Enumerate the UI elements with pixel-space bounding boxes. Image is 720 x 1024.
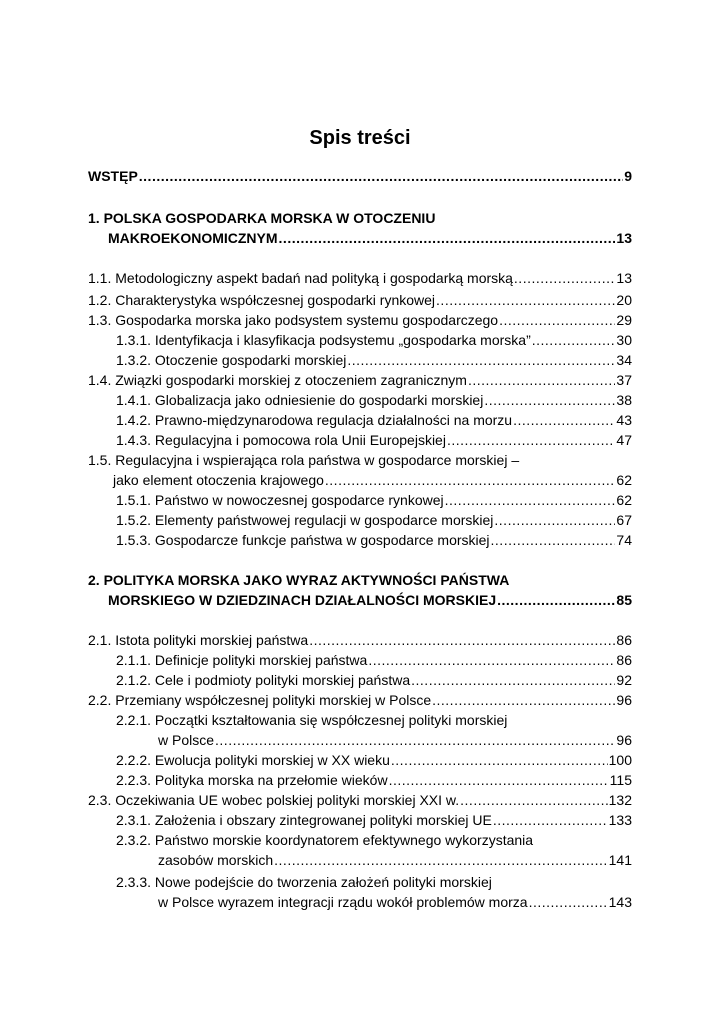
toc-entry: [116, 770, 632, 790]
toc-dot-leader: [215, 730, 615, 750]
toc-page-number: 9: [624, 168, 632, 184]
toc-dot-leader: [325, 470, 616, 490]
toc-entry-title: 1.3.2. Otoczenie gospodarki morskiej: [116, 352, 347, 368]
toc-page-number: 47: [616, 432, 632, 448]
toc-dot-leader: [347, 350, 615, 370]
toc-dot-leader: [279, 228, 616, 248]
toc-page-number: 29: [616, 312, 632, 328]
toc-page-number: 34: [616, 352, 632, 368]
toc-entry-title: 2.1.1. Definicje polityki morskiej państwa: [116, 652, 368, 668]
toc-entry-title: MORSKIEGO W DZIEDZINACH DZIAŁALNOŚCI MORSKIEJ: [108, 592, 497, 608]
toc-page-number: 13: [616, 270, 632, 286]
toc-entry: [116, 650, 632, 670]
toc-page-number: 74: [616, 532, 632, 548]
toc-page-number: 96: [616, 692, 632, 708]
toc-entry-title: zasobów morskich: [158, 852, 274, 868]
toc-entry-title: 1. POLSKA GOSPODARKA MORSKA W OTOCZENIU: [88, 210, 436, 226]
toc-entry-title: 1.3.1. Identyfikacja i klasyfikacja podsystemu „gospodarka morska”: [116, 332, 531, 348]
toc-entry-title: 2.2.2. Ewolucja polityki morskiej w XX wieku: [116, 752, 390, 768]
toc-entry-title: 2.3. Oczekiwania UE wobec polskiej polityki morskiej XXI w.: [88, 792, 460, 808]
toc-entry-title: 2.2.3. Polityka morska na przełomie wieków: [116, 772, 388, 788]
toc-dot-leader: [389, 770, 609, 790]
toc-entry: [158, 730, 632, 750]
toc-entry-title: w Polsce wyrazem integracji rządu wokół problemów morza: [158, 894, 528, 910]
toc-dot-leader: [497, 590, 615, 610]
toc-page-number: 62: [616, 472, 632, 488]
toc-entry: [158, 850, 632, 870]
toc-page-number: 37: [616, 372, 632, 388]
toc-dot-leader: [368, 650, 615, 670]
toc-page-number: 30: [616, 332, 632, 348]
toc-entry: [116, 430, 632, 450]
toc-page-number: 132: [608, 792, 632, 808]
toc-dot-leader: [391, 750, 608, 770]
toc-dot-leader: [432, 690, 615, 710]
toc-entry-title: 2.1.2. Cele i podmioty polityki morskiej państwa: [116, 672, 411, 688]
toc-entry-title: 2.3.2. Państwo morskie koordynatorem efektywnego wykorzystania: [116, 832, 534, 848]
toc-page-number: 86: [616, 632, 632, 648]
toc-entry-title: 1.3. Gospodarka morska jako podsystem systemu gospodarczego: [88, 312, 499, 328]
toc-entry-title: 1.1. Metodologiczny aspekt badań nad polityką i gospodarką morską: [88, 270, 513, 286]
toc-dot-leader: [411, 670, 615, 690]
toc-entry: [116, 350, 632, 370]
toc-dot-leader: [274, 850, 607, 870]
toc-dot-leader: [494, 510, 615, 530]
toc-entry: [88, 208, 632, 228]
toc-dot-leader: [491, 530, 616, 550]
toc-entry: [88, 690, 632, 710]
toc-entry-title: 2.2.1. Początki kształtowania się współczesnej polityki morskiej: [116, 712, 508, 728]
toc-dot-leader: [513, 410, 615, 430]
toc-dot-leader: [436, 290, 615, 310]
toc-page-number: 86: [616, 652, 632, 668]
toc-page-number: 38: [616, 392, 632, 408]
toc-entry: [88, 450, 632, 470]
toc-entry: [88, 310, 632, 330]
toc-page-number: 100: [608, 752, 632, 768]
toc-entry: [116, 750, 632, 770]
toc-page-number: 13: [616, 230, 632, 246]
toc-entry-title: 1.4.2. Prawno-międzynarodowa regulacja działalności na morzu: [116, 412, 513, 428]
toc-entry-title: 1.4.1. Globalizacja jako odniesienie do gospodarki morskiej: [116, 392, 484, 408]
toc-dot-leader: [445, 490, 616, 510]
toc-dot-leader: [514, 268, 616, 288]
toc-entry: [88, 630, 632, 650]
toc-entry: [88, 166, 632, 186]
toc-page-number: 96: [616, 732, 632, 748]
toc-entry-title: 2.1. Istota polityki morskiej państwa: [88, 632, 309, 648]
toc-page-number: 115: [609, 772, 632, 788]
toc-entry-title: 1.5.2. Elementy państwowej regulacji w gospodarce morskiej: [116, 512, 494, 528]
toc-entry: [116, 390, 632, 410]
toc-entry-title: 1.5. Regulacyjna i wspierająca rola państwa w gospodarce morskiej –: [88, 452, 520, 468]
toc-page-number: 43: [616, 412, 632, 428]
toc-dot-leader: [484, 390, 615, 410]
toc-entry-title: 2.3.1. Założenia i obszary zintegrowanej polityki morskiej UE: [116, 812, 492, 828]
toc-entry-title: 1.2. Charakterystyka współczesnej gospodarki rynkowej: [88, 292, 436, 308]
page-title: Spis treści: [309, 127, 411, 149]
toc-entry: [113, 470, 632, 490]
toc-entry-title: 1.4. Związki gospodarki morskiej z otoczeniem zagranicznym: [88, 372, 467, 388]
toc-entry: [108, 228, 632, 248]
toc-page-number: 133: [608, 812, 632, 828]
toc-page-number: 20: [616, 292, 632, 308]
toc-dot-leader: [493, 810, 608, 830]
toc-dot-leader: [447, 430, 615, 450]
toc-page-number: 67: [616, 512, 632, 528]
toc-entry-title: w Polsce: [158, 732, 215, 748]
toc-entry-title: 1.5.1. Państwo w nowoczesnej gospodarce rynkowej: [116, 492, 444, 508]
toc-entry-title: WSTĘP: [88, 168, 138, 184]
toc-page-number: 92: [616, 672, 632, 688]
toc-entry: [116, 530, 632, 550]
toc-entry: [88, 570, 632, 590]
toc-page-number: 85: [616, 592, 632, 608]
toc-dot-leader: [139, 166, 623, 186]
toc-entry: [88, 268, 632, 288]
toc-entry-title: 2.3.3. Nowe podejście do tworzenia założeń polityki morskiej: [116, 874, 492, 890]
toc-entry: [116, 872, 632, 892]
toc-entry-title: MAKROEKONOMICZNYM: [108, 230, 278, 246]
toc-dot-leader: [529, 892, 608, 912]
toc-dot-leader: [532, 330, 616, 350]
toc-entry: [116, 670, 632, 690]
toc-entry: [116, 330, 632, 350]
toc-entry-title: 1.5.3. Gospodarcze funkcje państwa w gospodarce morskiej: [116, 532, 490, 548]
toc-entry: [116, 710, 632, 730]
toc-entry: [108, 590, 632, 610]
toc-dot-leader: [309, 630, 615, 650]
toc-dot-leader: [460, 790, 607, 810]
toc-entry: [116, 410, 632, 430]
toc-entry: [158, 892, 632, 912]
toc-entry: [88, 370, 632, 390]
toc-entry-title: 1.4.3. Regulacyjna i pomocowa rola Unii Europejskiej: [116, 432, 446, 448]
toc-entry-title: jako element otoczenia krajowego: [113, 472, 324, 488]
toc-entry-title: 2. POLITYKA MORSKA JAKO WYRAZ AKTYWNOŚCI PAŃSTWA: [88, 572, 510, 588]
toc-entry: [116, 810, 632, 830]
toc-page-number: 141: [608, 852, 632, 868]
toc-entry-title: 2.2. Przemiany współczesnej polityki morskiej w Polsce: [88, 692, 432, 708]
toc-entry: [116, 490, 632, 510]
toc-entry: [88, 790, 632, 810]
toc-page-number: 62: [616, 492, 632, 508]
toc-entry: [88, 290, 632, 310]
toc-dot-leader: [468, 370, 615, 390]
toc-dot-leader: [499, 310, 615, 330]
toc-entry: [116, 510, 632, 530]
toc-page-number: 143: [608, 894, 632, 910]
toc-entry: [116, 830, 632, 850]
